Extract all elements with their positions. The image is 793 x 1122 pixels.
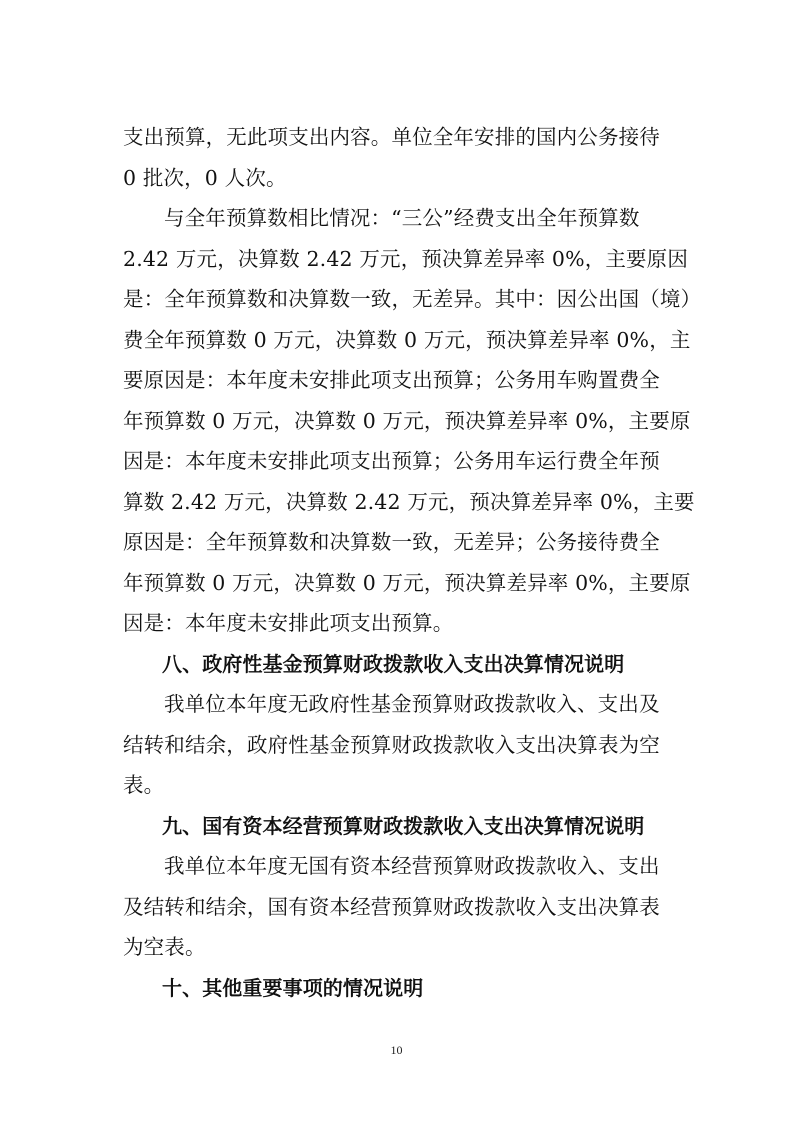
body-text-line: 0 批次，0 人次。 xyxy=(123,165,287,190)
body-text-line: 费全年预算数 0 万元，决算数 0 万元，预决算差异率 0%，主 xyxy=(123,327,691,352)
body-text-line: 因是：本年度未安排此项支出预算；公务用车运行费全年预 xyxy=(123,449,660,473)
section-heading-8: 八、政府性基金预算财政拨款收入支出决算情况说明 xyxy=(162,651,625,676)
section-heading-10: 十、其他重要事项的情况说明 xyxy=(162,975,424,1000)
body-text-line: 为空表。 xyxy=(123,935,206,959)
paragraph-start-line: 与全年预算数相比情况：“三公”经费支出全年预算数 xyxy=(164,206,640,230)
body-text-line: 是：全年预算数和决算数一致，无差异。其中：因公出国（境） xyxy=(123,287,702,311)
page-number: 10 xyxy=(390,1043,403,1057)
document-body xyxy=(123,117,702,1008)
body-text-line: 算数 2.42 万元，决算数 2.42 万元，预决算差异率 0%，主要 xyxy=(123,489,695,514)
body-text-line: 原因是：全年预算数和决算数一致，无差异；公务接待费全 xyxy=(123,530,660,554)
body-text-line: 结转和结余，政府性基金预算财政拨款收入支出决算表为空 xyxy=(123,732,660,757)
body-text-line: 表。 xyxy=(123,773,165,797)
paragraph-start-line: 我单位本年度无国有资本经营预算财政拨款收入、支出 xyxy=(164,854,660,878)
body-text-line: 年预算数 0 万元，决算数 0 万元，预决算差异率 0%，主要原 xyxy=(123,408,691,433)
body-text-line: 支出预算，无此项支出内容。单位全年安排的国内公务接待 xyxy=(123,125,660,149)
section-heading-9: 九、国有资本经营预算财政拨款收入支出决算情况说明 xyxy=(162,813,645,838)
body-text-line: 2.42 万元，决算数 2.42 万元，预决算差异率 0%，主要原因 xyxy=(123,246,688,271)
body-text-line: 要原因是：本年度未安排此项支出预算；公务用车购置费全 xyxy=(123,368,660,392)
body-text-line: 及结转和结余，国有资本经营预算财政拨款收入支出决算表 xyxy=(123,894,660,919)
body-text-line: 年预算数 0 万元，决算数 0 万元，预决算差异率 0%，主要原 xyxy=(123,570,691,595)
body-text-line: 因是：本年度未安排此项支出预算。 xyxy=(123,611,454,635)
paragraph-start-line: 我单位本年度无政府性基金预算财政拨款收入、支出及 xyxy=(164,692,660,716)
